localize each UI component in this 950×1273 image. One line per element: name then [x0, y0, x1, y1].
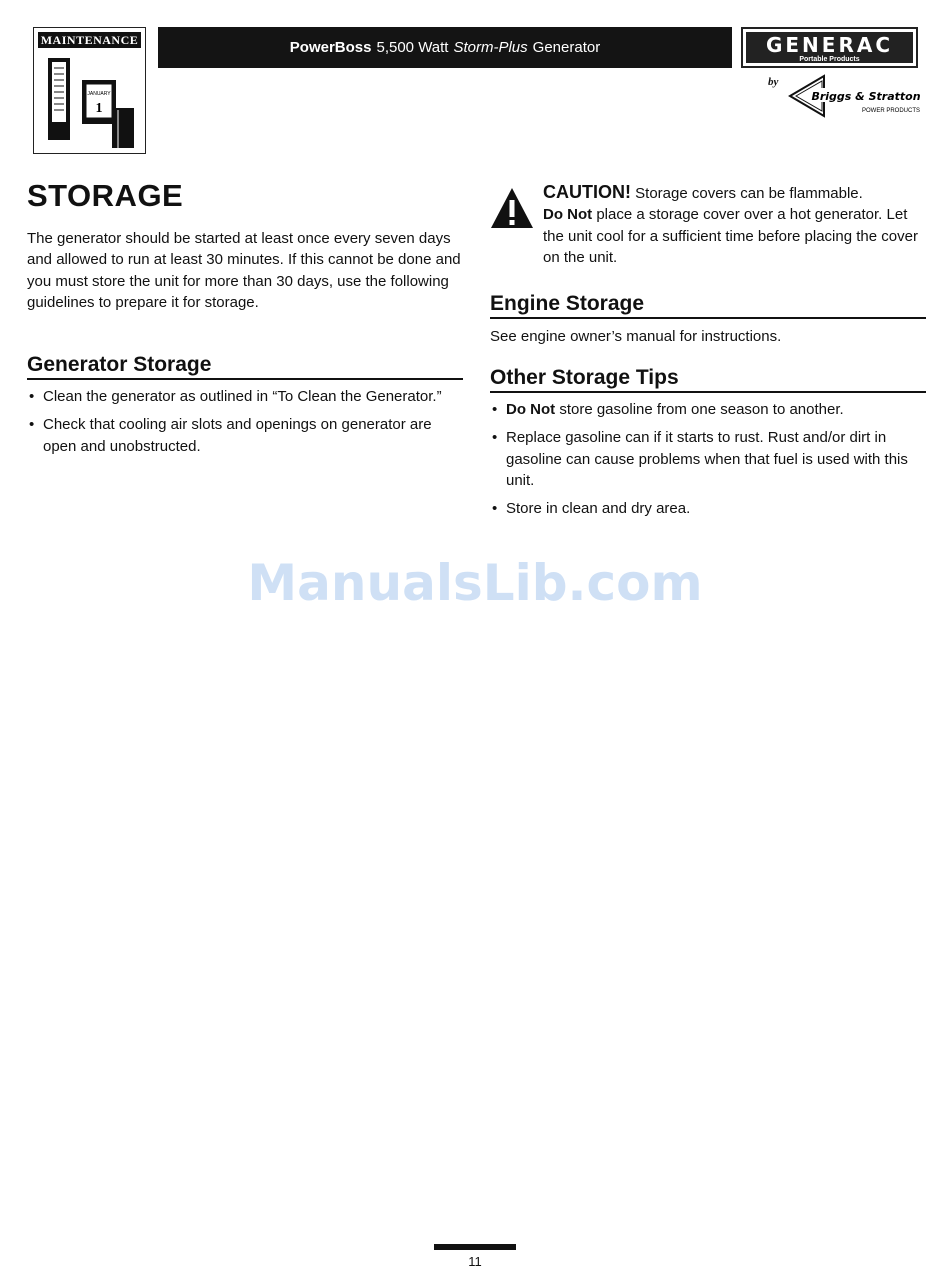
- briggs-sub: POWER PRODUCTS: [861, 108, 920, 114]
- by-label: by: [768, 76, 779, 88]
- header-model: Storm-Plus: [453, 39, 528, 56]
- other-storage-tips-heading: Other Storage Tips: [490, 366, 926, 393]
- caution-block: [543, 182, 923, 268]
- list-item: • Check that cooling air slots and openings on generator are open and unobstructed.: [27, 414, 457, 457]
- briggs-stratton-logo: [786, 72, 926, 126]
- list-item: • Clean the generator as outlined in “To Clean the Generator.”: [27, 386, 457, 407]
- generator-storage-list: [27, 386, 457, 464]
- page-title: STORAGE: [27, 178, 184, 213]
- calendar-day: 1: [95, 101, 103, 116]
- list-item: • Replace gasoline can if it starts to rust. Rust and/or dirt in gasoline can cause problems when that fuel is used with this unit.: [490, 427, 926, 491]
- other-storage-tips-list: [490, 399, 926, 526]
- generac-wordmark: GENERAC: [765, 33, 894, 57]
- caution-emphasis: Do Not: [543, 206, 593, 224]
- warning-triangle-icon: [489, 186, 535, 230]
- header-wattage: 5,500 Watt: [376, 39, 449, 56]
- calendar-month: JANUARY: [87, 91, 111, 97]
- page-number: 11: [468, 1254, 482, 1269]
- header-brand: PowerBoss: [289, 39, 372, 56]
- footer-rule: [434, 1244, 516, 1250]
- maintenance-badge: [33, 27, 146, 154]
- list-item: • Store in clean and dry area.: [490, 498, 926, 519]
- header-product: Generator: [532, 39, 601, 56]
- list-item: [490, 399, 926, 420]
- briggs-wordmark: Briggs & Stratton: [811, 90, 921, 103]
- calendar-icon: [38, 50, 141, 150]
- generac-sub: Portable Products: [799, 56, 860, 63]
- tip-emphasis: Do Not: [506, 401, 556, 418]
- engine-storage-heading: Engine Storage: [490, 292, 926, 319]
- header-bar: [158, 27, 732, 68]
- engine-storage-text: See engine owner’s manual for instructions.: [490, 328, 782, 345]
- watermark: ManualsLib.com: [247, 554, 703, 612]
- tip-text: store gasoline from one season to another.: [559, 401, 844, 418]
- generac-logo: [741, 27, 918, 68]
- intro-paragraph: The generator should be started at least once every seven days and allowed to run at least 30 minutes. If this cannot be done and you must store the unit for more than 30 days, use the following guidelines to prepare it for storage.: [27, 230, 461, 311]
- caution-text-2: place a storage cover over a hot generator. Let the unit cool for a sufficient time before placing the cover on the unit.: [543, 206, 918, 266]
- generator-storage-heading: Generator Storage: [27, 353, 463, 380]
- caution-text-1: Storage covers can be flammable.: [635, 185, 863, 202]
- badge-label: MAINTENANCE: [38, 32, 141, 48]
- caution-word: CAUTION!: [543, 182, 631, 202]
